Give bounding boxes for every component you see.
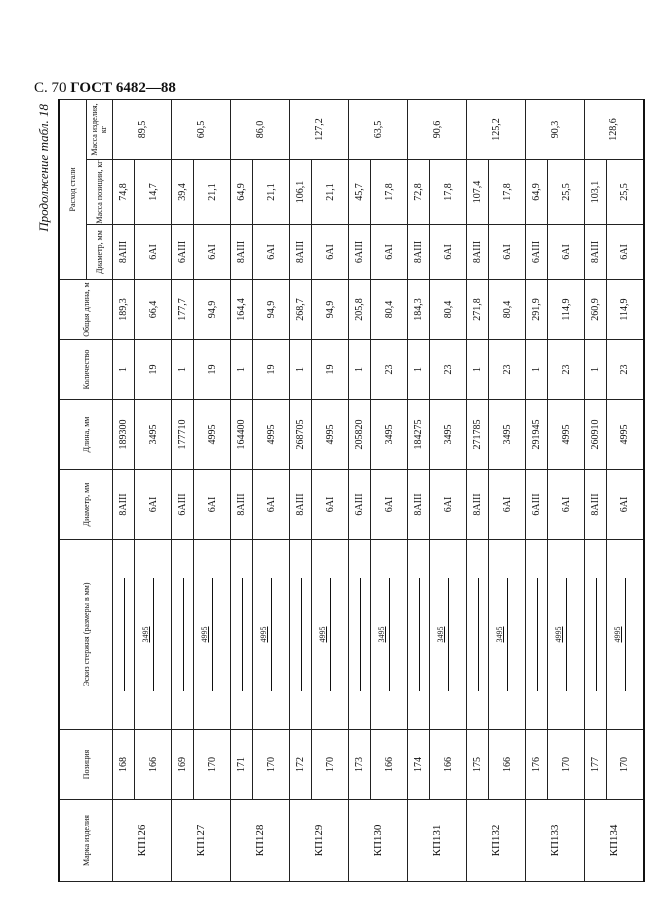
quantity-cell: 19 — [135, 340, 172, 400]
total-length-cell: 66,4 — [135, 280, 172, 340]
table-row — [489, 99, 526, 881]
bar-sketch-line — [507, 578, 508, 691]
total-length-cell: 271,8 — [467, 280, 489, 340]
diameter-cell: 8АIII — [113, 470, 135, 540]
page-header — [34, 80, 176, 97]
bar-sketch-line — [153, 578, 154, 691]
bar-sketch-line — [537, 578, 538, 691]
length-cell: 177710 — [172, 400, 194, 470]
quantity-cell: 1 — [526, 340, 548, 400]
diameter-cell: 6АI — [312, 470, 349, 540]
steel-diameter-cell: 6АIII — [349, 225, 371, 280]
mass-cell: 21,1 — [194, 160, 231, 225]
quantity-cell: 23 — [489, 340, 526, 400]
length-cell: 205820 — [349, 400, 371, 470]
length-cell: 291945 — [526, 400, 548, 470]
product-mass-cell: 60,5 — [172, 99, 231, 159]
length-cell: 3495 — [135, 400, 172, 470]
table-row — [113, 99, 135, 881]
quantity-cell: 1 — [349, 340, 371, 400]
diameter-cell: 6АI — [548, 470, 585, 540]
diameter-cell: 6АIII — [349, 470, 371, 540]
header-position: Позиция — [59, 730, 113, 800]
quantity-cell: 1 — [113, 340, 135, 400]
mass-cell: 107,4 — [467, 160, 489, 225]
bar-sketch-line — [478, 578, 479, 691]
product-mark: КП132 — [467, 800, 526, 882]
table-row — [253, 99, 290, 881]
total-length-cell: 260,9 — [585, 280, 607, 340]
steel-diameter-cell: 8АIII — [231, 225, 253, 280]
length-cell: 164400 — [231, 400, 253, 470]
length-cell: 189300 — [113, 400, 135, 470]
product-mass-cell: 86,0 — [231, 99, 290, 159]
product-mass-cell: 90,3 — [526, 99, 585, 159]
header-mark: Марка изделия — [59, 800, 113, 882]
position-cell: 177 — [585, 730, 607, 800]
steel-table — [58, 99, 645, 882]
total-length-cell: 94,9 — [194, 280, 231, 340]
table-row — [194, 99, 231, 881]
bar-sketch-line — [271, 578, 272, 691]
sketch-dimension: 3495 — [495, 626, 504, 643]
position-cell: 169 — [172, 730, 194, 800]
steel-diameter-cell: 8АIII — [585, 225, 607, 280]
total-length-cell: 291,9 — [526, 280, 548, 340]
product-mass-cell: 128,6 — [585, 99, 644, 159]
sketch-dimension: 4995 — [318, 626, 327, 643]
steel-diameter-cell: 6АI — [548, 225, 585, 280]
diameter-cell: 6АI — [194, 470, 231, 540]
header-product-mass: Масса изделия, кг — [86, 99, 113, 159]
quantity-cell: 1 — [408, 340, 430, 400]
bar-sketch-line — [124, 578, 125, 691]
diameter-cell: 6АI — [135, 470, 172, 540]
diameter-cell: 8АIII — [467, 470, 489, 540]
total-length-cell: 177,7 — [172, 280, 194, 340]
diameter-cell: 8АIII — [290, 470, 312, 540]
product-mark: КП128 — [231, 800, 290, 882]
position-cell: 176 — [526, 730, 548, 800]
sketch-cell — [172, 540, 194, 730]
sketch-dimension: 4995 — [554, 626, 563, 643]
sketch-cell — [430, 540, 467, 730]
length-cell: 4995 — [253, 400, 290, 470]
continuation-caption: Продолжение табл. 18 — [36, 104, 51, 232]
header-steel-group: Расход стали — [59, 99, 86, 279]
table-row — [548, 99, 585, 881]
diameter-cell: 8АIII — [231, 470, 253, 540]
position-cell: 166 — [430, 730, 467, 800]
product-mass-cell: 125,2 — [467, 99, 526, 159]
sketch-cell — [253, 540, 290, 730]
steel-diameter-cell: 8АIII — [113, 225, 135, 280]
product-mark: КП127 — [172, 800, 231, 882]
length-cell: 260910 — [585, 400, 607, 470]
steel-diameter-cell: 8АIII — [467, 225, 489, 280]
sketch-cell — [607, 540, 644, 730]
position-cell: 171 — [231, 730, 253, 800]
position-cell: 166 — [135, 730, 172, 800]
diameter-cell: 6АIII — [526, 470, 548, 540]
sketch-cell — [408, 540, 430, 730]
steel-diameter-cell: 6АI — [135, 225, 172, 280]
table-row — [231, 99, 253, 881]
quantity-cell: 1 — [585, 340, 607, 400]
header-total-length: Общая длина, м — [59, 280, 113, 340]
table-row — [408, 99, 430, 881]
steel-diameter-cell: 6АI — [371, 225, 408, 280]
total-length-cell: 114,9 — [548, 280, 585, 340]
position-cell: 170 — [548, 730, 585, 800]
length-cell: 4995 — [607, 400, 644, 470]
sketch-cell — [526, 540, 548, 730]
length-cell: 268705 — [290, 400, 312, 470]
bar-sketch-line — [389, 578, 390, 691]
steel-diameter-cell: 8АIII — [290, 225, 312, 280]
product-mark: КП126 — [113, 800, 172, 882]
product-mark: КП131 — [408, 800, 467, 882]
sketch-cell — [349, 540, 371, 730]
diameter-cell: 6АI — [607, 470, 644, 540]
position-cell: 168 — [113, 730, 135, 800]
product-mass-cell: 127,2 — [290, 99, 349, 159]
length-cell: 3495 — [371, 400, 408, 470]
rotated-table-container — [36, 100, 640, 882]
page-number: С. 70 — [34, 80, 67, 96]
table-row — [467, 99, 489, 881]
position-cell: 175 — [467, 730, 489, 800]
mass-cell: 74,8 — [113, 160, 135, 225]
header-steel-diameter: Диаметр, мм — [86, 225, 113, 280]
sketch-cell — [548, 540, 585, 730]
sketch-dimension: 4995 — [259, 626, 268, 643]
quantity-cell: 19 — [312, 340, 349, 400]
mass-cell: 72,8 — [408, 160, 430, 225]
mass-cell: 45,7 — [349, 160, 371, 225]
total-length-cell: 205,8 — [349, 280, 371, 340]
diameter-cell: 6АI — [253, 470, 290, 540]
position-cell: 170 — [253, 730, 290, 800]
product-mark: КП133 — [526, 800, 585, 882]
sketch-cell — [371, 540, 408, 730]
total-length-cell: 164,4 — [231, 280, 253, 340]
mass-cell: 103,1 — [585, 160, 607, 225]
header-sketch: Эскиз стержня (размеры в мм) — [59, 540, 113, 730]
quantity-cell: 19 — [253, 340, 290, 400]
bar-sketch-line — [330, 578, 331, 691]
position-cell: 172 — [290, 730, 312, 800]
sketch-cell — [113, 540, 135, 730]
diameter-cell: 6АIII — [172, 470, 194, 540]
steel-diameter-cell: 6АIII — [172, 225, 194, 280]
header-position-mass: Масса позиции, кг — [86, 160, 113, 225]
bar-sketch-line — [625, 578, 626, 691]
standard-code: ГОСТ 6482—88 — [70, 80, 176, 96]
position-cell: 166 — [371, 730, 408, 800]
bar-sketch-line — [212, 578, 213, 691]
length-cell: 3495 — [430, 400, 467, 470]
mass-cell: 21,1 — [253, 160, 290, 225]
sketch-dimension: 3495 — [436, 626, 445, 643]
mass-cell: 25,5 — [548, 160, 585, 225]
length-cell: 4995 — [548, 400, 585, 470]
quantity-cell: 1 — [172, 340, 194, 400]
total-length-cell: 80,4 — [489, 280, 526, 340]
bar-sketch-line — [419, 578, 420, 691]
header-length: Длина, мм — [59, 400, 113, 470]
total-length-cell: 80,4 — [371, 280, 408, 340]
mass-cell: 17,8 — [430, 160, 467, 225]
table-row — [349, 99, 371, 881]
product-mass-cell: 90,6 — [408, 99, 467, 159]
table-row — [607, 99, 644, 881]
quantity-cell: 23 — [371, 340, 408, 400]
table-row — [312, 99, 349, 881]
length-cell: 3495 — [489, 400, 526, 470]
steel-diameter-cell: 6АI — [253, 225, 290, 280]
position-cell: 170 — [607, 730, 644, 800]
total-length-cell: 268,7 — [290, 280, 312, 340]
table-row — [290, 99, 312, 881]
bar-sketch-line — [242, 578, 243, 691]
mass-cell: 17,8 — [371, 160, 408, 225]
sketch-cell — [194, 540, 231, 730]
quantity-cell: 19 — [194, 340, 231, 400]
product-mass-cell: 89,5 — [113, 99, 172, 159]
steel-diameter-cell: 6АI — [489, 225, 526, 280]
position-cell: 166 — [489, 730, 526, 800]
mass-cell: 17,8 — [489, 160, 526, 225]
mass-cell: 106,1 — [290, 160, 312, 225]
sketch-dimension: 4995 — [200, 626, 209, 643]
mass-cell: 25,5 — [607, 160, 644, 225]
table-row — [585, 99, 607, 881]
table-row — [526, 99, 548, 881]
bar-sketch-line — [183, 578, 184, 691]
header-diameter: Диаметр, мм — [59, 470, 113, 540]
sketch-cell — [135, 540, 172, 730]
steel-diameter-cell: 6АI — [607, 225, 644, 280]
bar-sketch-line — [301, 578, 302, 691]
quantity-cell: 23 — [548, 340, 585, 400]
mass-cell: 21,1 — [312, 160, 349, 225]
quantity-cell: 1 — [290, 340, 312, 400]
total-length-cell: 189,3 — [113, 280, 135, 340]
bar-sketch-line — [448, 578, 449, 691]
diameter-cell: 6АI — [489, 470, 526, 540]
sketch-cell — [489, 540, 526, 730]
quantity-cell: 23 — [607, 340, 644, 400]
total-length-cell: 94,9 — [312, 280, 349, 340]
position-cell: 170 — [312, 730, 349, 800]
sketch-dimension: 3495 — [141, 626, 150, 643]
bar-sketch-line — [596, 578, 597, 691]
table-row — [172, 99, 194, 881]
length-cell: 184275 — [408, 400, 430, 470]
steel-diameter-cell: 8АIII — [408, 225, 430, 280]
quantity-cell: 23 — [430, 340, 467, 400]
product-mark: КП129 — [290, 800, 349, 882]
table-row — [430, 99, 467, 881]
diameter-cell: 8АIII — [585, 470, 607, 540]
total-length-cell: 184,3 — [408, 280, 430, 340]
total-length-cell: 94,9 — [253, 280, 290, 340]
sketch-cell — [290, 540, 312, 730]
diameter-cell: 6АI — [430, 470, 467, 540]
steel-diameter-cell: 6АI — [312, 225, 349, 280]
position-cell: 170 — [194, 730, 231, 800]
diameter-cell: 6АI — [371, 470, 408, 540]
table-row — [135, 99, 172, 881]
bar-sketch-line — [360, 578, 361, 691]
mass-cell: 64,9 — [526, 160, 548, 225]
sketch-cell — [231, 540, 253, 730]
table-body — [113, 99, 644, 881]
total-length-cell: 80,4 — [430, 280, 467, 340]
product-mark: КП130 — [349, 800, 408, 882]
sketch-dimension: 3495 — [377, 626, 386, 643]
quantity-cell: 1 — [467, 340, 489, 400]
length-cell: 4995 — [194, 400, 231, 470]
product-mass-cell: 63,5 — [349, 99, 408, 159]
table-row — [371, 99, 408, 881]
product-mark: КП134 — [585, 800, 644, 882]
mass-cell: 39,4 — [172, 160, 194, 225]
position-cell: 174 — [408, 730, 430, 800]
total-length-cell: 114,9 — [607, 280, 644, 340]
steel-diameter-cell: 6АI — [430, 225, 467, 280]
position-cell: 173 — [349, 730, 371, 800]
sketch-cell — [467, 540, 489, 730]
steel-diameter-cell: 6АIII — [526, 225, 548, 280]
sketch-cell — [312, 540, 349, 730]
sketch-dimension: 4995 — [612, 626, 622, 643]
sketch-cell — [585, 540, 607, 730]
length-cell: 271785 — [467, 400, 489, 470]
length-cell: 4995 — [312, 400, 349, 470]
mass-cell: 14,7 — [135, 160, 172, 225]
mass-cell: 64,9 — [231, 160, 253, 225]
header-quantity: Количество — [59, 340, 113, 400]
steel-diameter-cell: 6АI — [194, 225, 231, 280]
bar-sketch-line — [566, 578, 567, 691]
quantity-cell: 1 — [231, 340, 253, 400]
diameter-cell: 8АIII — [408, 470, 430, 540]
